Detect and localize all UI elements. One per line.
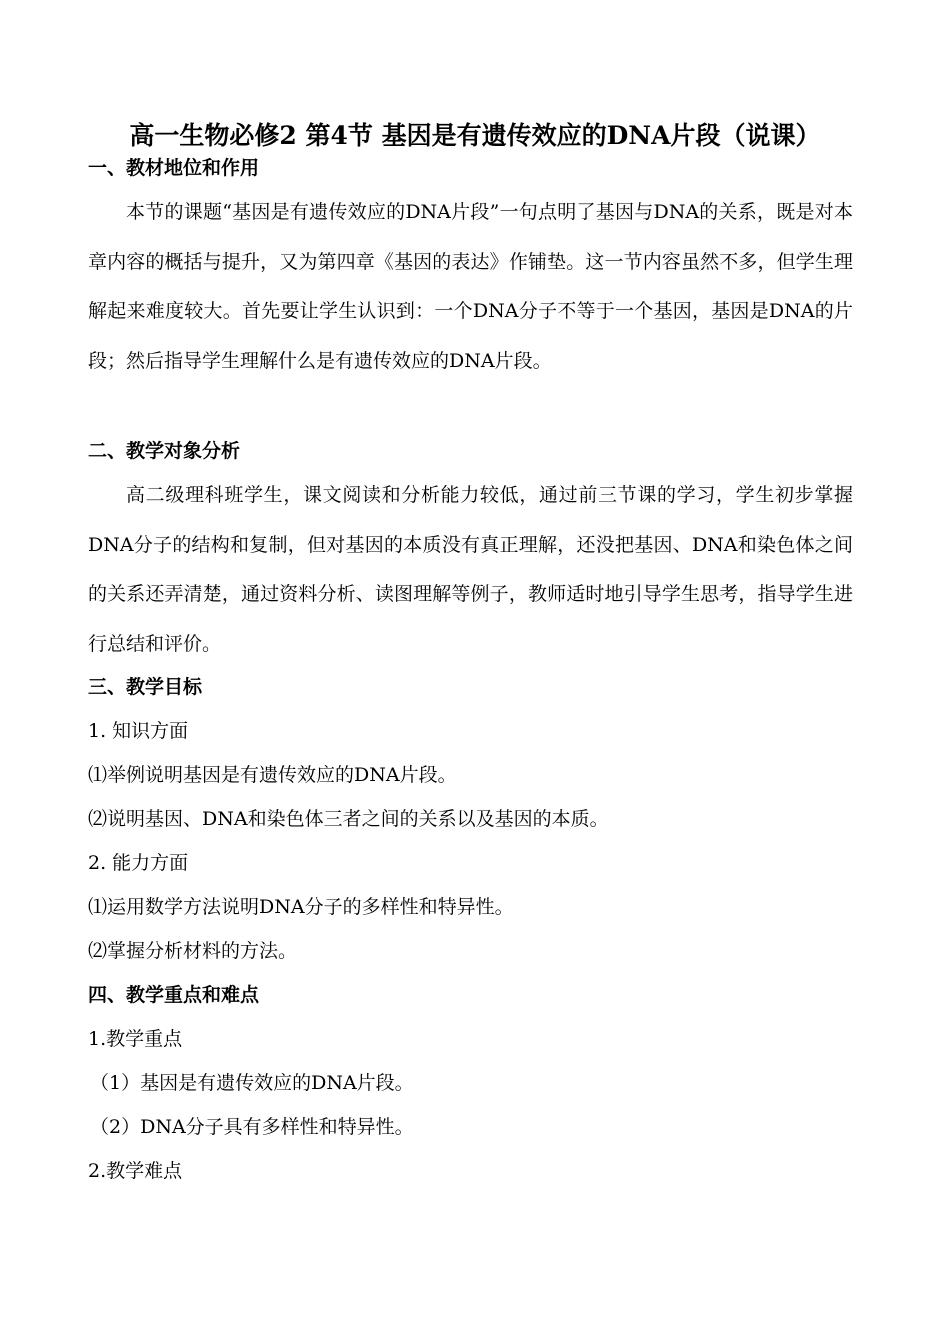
list-item: 1. 知识方面	[88, 720, 189, 742]
section-heading-1: 一、教材地位和作用	[88, 157, 260, 179]
list-item: （1）基因是有遗传效应的DNA片段。	[90, 1072, 414, 1094]
section-heading-4: 四、教学重点和难点	[88, 984, 260, 1006]
section-paragraph-2: 高二级理科班学生，课文阅读和分析能力较低，通过前三节课的学习，学生初步掌握DNA分子的结构和复制，但对基因的本质没有真正理解，还没把基因、DNA和染色体之间的关系还弄清楚，通过资料分析、读图理解等例子，教师适时地引导学生思考，指导学生进行总结和评价。	[88, 484, 853, 655]
list-item: 1.教学重点	[88, 1028, 183, 1050]
list-item: ⑴举例说明基因是有遗传效应的DNA片段。	[88, 764, 457, 786]
document-title: 高一生物必修2 第4节 基因是有遗传效应的DNA片段（说课）	[129, 121, 821, 150]
section-paragraph-1: 本节的课题“基因是有遗传效应的DNA片段”一句点明了基因与DNA的关系，既是对本章内容的概括与提升，又为第四章《基因的表达》作铺垫。这一节内容虽然不多，但学生理解起来难度较大。首先要让学生认识到：一个DNA分子不等于一个基因，基因是DNA的片段；然后指导学生理解什么是有遗传效应的DNA片段。	[88, 201, 853, 372]
list-item: ⑵说明基因、DNA和染色体三者之间的关系以及基因的本质。	[88, 808, 609, 830]
section-heading-3: 三、教学目标	[88, 676, 203, 698]
list-item: （2）DNA分子具有多样性和特异性。	[90, 1116, 414, 1138]
section-heading-2: 二、教学对象分析	[88, 440, 241, 462]
list-item: 2.教学难点	[88, 1160, 183, 1182]
list-item: 2. 能力方面	[88, 852, 189, 874]
list-item: ⑴运用数学方法说明DNA分子的多样性和特异性。	[88, 896, 514, 918]
list-item: ⑵掌握分析材料的方法。	[88, 940, 298, 962]
